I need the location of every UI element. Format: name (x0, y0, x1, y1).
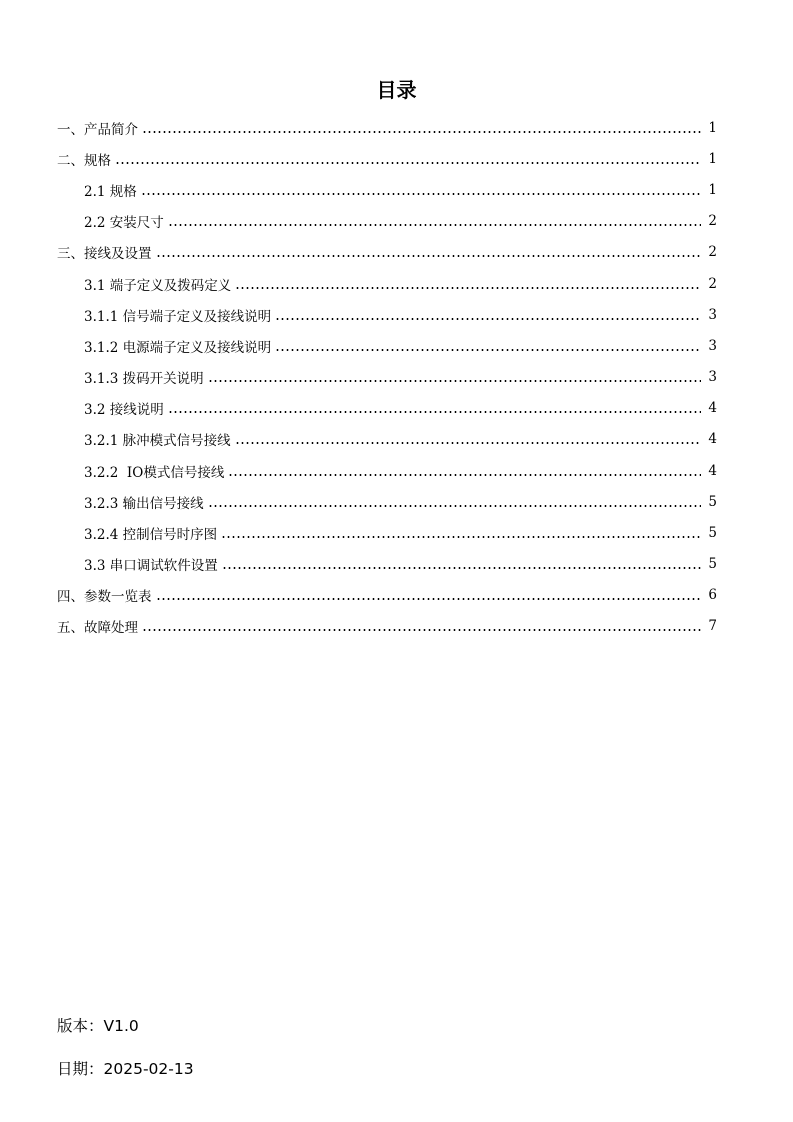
toc-entry-label: 2.2 安装尺寸 (84, 215, 164, 231)
toc-entry-page: 5 (708, 494, 717, 510)
toc-entry-page: 2 (708, 244, 717, 260)
toc-entry[interactable] (57, 585, 717, 605)
toc-leader-dots (235, 442, 701, 444)
toc-entry-page: 4 (708, 463, 717, 479)
toc-entry[interactable] (84, 461, 717, 481)
toc-entry[interactable] (57, 242, 717, 262)
toc-leader-dots (235, 287, 701, 289)
toc-entry-page: 5 (708, 525, 717, 541)
toc-leader-dots (115, 162, 701, 164)
toc-leader-dots (141, 193, 701, 195)
toc-entry-page: 4 (708, 400, 717, 416)
toc-entry-label: 3.2 接线说明 (84, 402, 164, 418)
toc-entry-page: 1 (708, 182, 717, 198)
toc-entry-label: 五、故障处理 (57, 620, 138, 636)
toc-entry[interactable] (84, 367, 717, 387)
toc-entry-page: 4 (708, 431, 717, 447)
toc-leader-dots (156, 598, 702, 600)
toc-leader-dots (142, 131, 701, 133)
toc-entry[interactable] (84, 336, 717, 356)
toc-entry[interactable] (84, 523, 717, 543)
toc-entry[interactable] (57, 616, 717, 636)
toc-entry[interactable] (84, 180, 717, 200)
toc-leader-dots (208, 505, 701, 507)
toc-entry[interactable] (84, 398, 717, 418)
toc-entry-label: 2.1 规格 (84, 184, 137, 200)
toc-entry-page: 3 (708, 338, 717, 354)
page-title: 目录 (376, 78, 417, 102)
toc-leader-dots (208, 380, 701, 382)
toc-entry-label: 四、参数一览表 (57, 589, 152, 605)
toc-entry[interactable] (84, 492, 717, 512)
toc-leader-dots (275, 349, 701, 351)
toc-entry-page: 2 (708, 276, 717, 292)
toc-entry-label: 三、接线及设置 (57, 246, 152, 262)
date-text: 日期：2025-02-13 (57, 1060, 194, 1078)
toc-entry-label: 3.3 串口调试软件设置 (84, 558, 218, 574)
toc-leader-dots (275, 318, 701, 320)
toc-entry-label: 3.1.2 电源端子定义及接线说明 (84, 340, 272, 356)
toc-entry[interactable] (84, 554, 717, 574)
toc-entry-page: 3 (708, 369, 717, 385)
toc-leader-dots (156, 255, 702, 257)
toc-entry[interactable] (84, 305, 717, 325)
toc-entry-label: 3.2.3 输出信号接线 (84, 496, 204, 512)
toc-entry[interactable] (84, 211, 717, 231)
toc-entry-page: 7 (708, 618, 717, 634)
toc-entry-page: 6 (708, 587, 717, 603)
toc-entry-label: 一、产品简介 (57, 122, 138, 138)
toc-leader-dots (168, 224, 701, 226)
toc-entry-label: 3.2.1 脉冲模式信号接线 (84, 433, 231, 449)
toc-entry-label: 3.1.3 拨码开关说明 (84, 371, 204, 387)
toc-leader-dots (222, 567, 701, 569)
toc-entry-page: 2 (708, 213, 717, 229)
toc-entry[interactable] (84, 429, 717, 449)
toc-entry-page: 1 (708, 151, 717, 167)
toc-entry-page: 5 (708, 556, 717, 572)
toc-entry[interactable] (57, 118, 717, 138)
version-text: 版本：V1.0 (57, 1017, 139, 1035)
toc-entry-page: 1 (708, 120, 717, 136)
toc-leader-dots (142, 629, 701, 631)
toc-leader-dots (221, 536, 701, 538)
toc-entry-label: 3.2.2 IO模式信号接线 (84, 465, 225, 481)
toc-entry-label: 3.1.1 信号端子定义及接线说明 (84, 309, 272, 325)
toc-leader-dots (228, 474, 701, 476)
toc-entry[interactable] (84, 274, 717, 294)
toc-entry-page: 3 (708, 307, 717, 323)
toc-entry[interactable] (57, 149, 717, 169)
toc-entry-label: 二、规格 (57, 153, 111, 169)
toc-leader-dots (168, 411, 701, 413)
toc-entry-label: 3.1 端子定义及拨码定义 (84, 278, 232, 294)
toc-entry-label: 3.2.4 控制信号时序图 (84, 527, 218, 543)
